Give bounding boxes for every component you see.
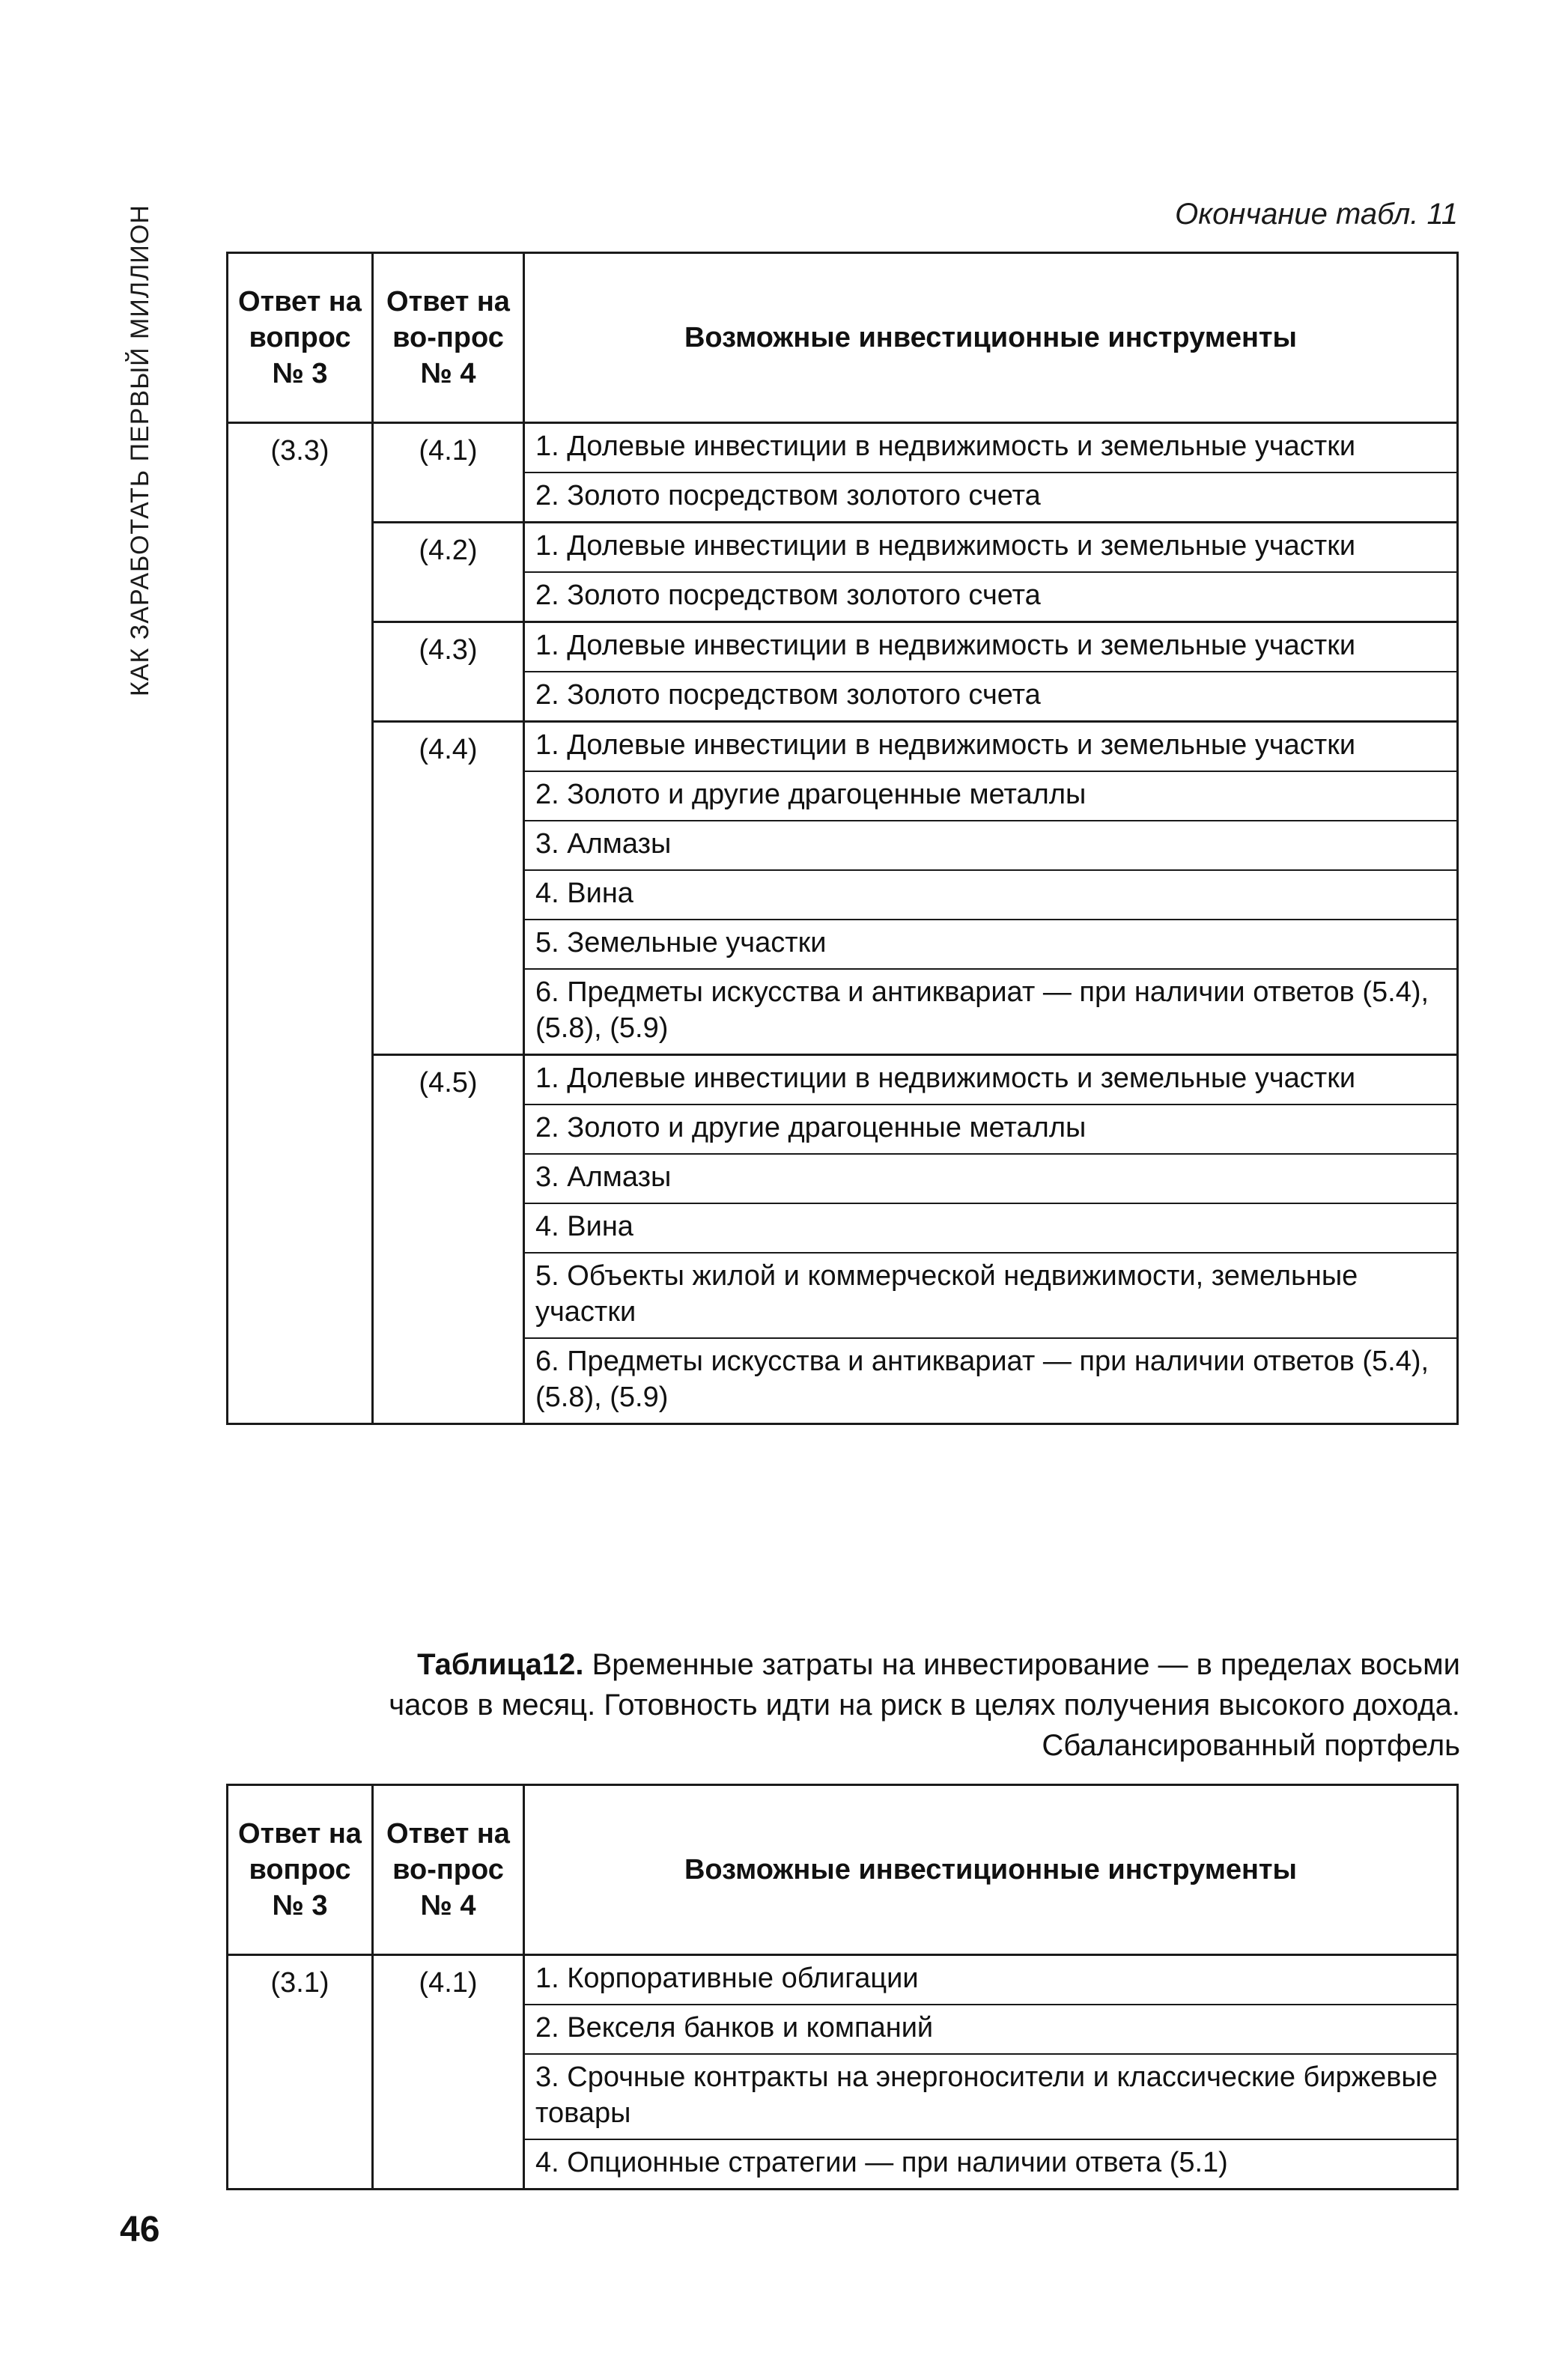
instrument-item: 1. Долевые инвестиции в недвижимость и земельные участки [535,431,1356,462]
answer-q3-cell: (3.3) [228,423,373,1424]
header-q3: Ответ на вопрос № 3 [228,1785,373,1955]
table-12-caption-text: Временные затраты на инвестирование — в пределах восьми часов в месяц. Готовность идти на риск в целях получения высокого дохода. Сбалансированный портфель [389,1648,1460,1762]
header-q4: Ответ на во-прос № 4 [373,1785,524,1955]
instrument-item: 5. Земельные участки [525,919,1456,968]
page-number: 46 [120,2210,160,2249]
instruments-cell [524,1055,1458,1424]
instrument-item: 2. Золото и другие драгоценные металлы [525,1104,1456,1153]
table-12-caption [352,1644,1460,1766]
instrument-item: 6. Предметы искусства и антиквариат — при наличии ответов (5.4), (5.8), (5.9) [525,968,1456,1054]
header-q4: Ответ на во-прос № 4 [373,253,524,423]
instrument-item: 4. Вина [525,869,1456,919]
table-11-continued [226,252,1459,1425]
answer-q4-cell: (4.5) [373,1055,524,1424]
instruments-cell [524,1955,1458,2190]
answer-q4-cell: (4.4) [373,722,524,1055]
instruments-cell [524,622,1458,722]
instrument-item: 2. Золото посредством золотого счета [525,472,1456,521]
instrument-item: 2. Золото посредством золотого счета [525,671,1456,720]
instruments-cell [524,722,1458,1055]
table-header-row [228,1785,1458,1955]
table-header-row [228,253,1458,423]
instrument-item: 3. Алмазы [525,820,1456,869]
instruments-cell [524,523,1458,622]
instrument-item: 2. Векселя банков и компаний [525,2004,1456,2053]
answer-q4-cell: (4.1) [373,423,524,523]
running-head: КАК ЗАРАБОТАТЬ ПЕРВЫЙ МИЛЛИОН [126,204,154,696]
instrument-item: 3. Срочные контракты на энергоносители и классические биржевые товары [525,2053,1456,2139]
instrument-item: 5. Объекты жилой и коммерческой недвижимости, земельные участки [525,1252,1456,1337]
table-row [228,523,1458,622]
instruments-cell [524,423,1458,523]
instrument-item: 1. Корпоративные облигации [535,1963,919,1994]
instrument-item: 1. Долевые инвестиции в недвижимость и земельные участки [535,530,1356,562]
table-row [228,722,1458,1055]
answer-q4-cell: (4.1) [373,1955,524,2190]
instrument-item: 3. Алмазы [525,1153,1456,1203]
table-continuation-label: Окончание табл. 11 [1175,198,1458,231]
instrument-item: 1. Долевые инвестиции в недвижимость и земельные участки [535,630,1356,661]
header-q3: Ответ на вопрос № 3 [228,253,373,423]
instrument-item: 4. Опционные стратегии — при наличии ответа (5.1) [525,2139,1456,2188]
answer-q4-cell: (4.2) [373,523,524,622]
table-row [228,423,1458,523]
instrument-item: 2. Золото посредством золотого счета [525,571,1456,621]
table-row [228,1955,1458,2190]
table-row [228,622,1458,722]
answer-q3-cell: (3.1) [228,1955,373,2190]
instrument-item: 6. Предметы искусства и антиквариат — при наличии ответов (5.4), (5.8), (5.9) [525,1337,1456,1423]
instrument-item: 1. Долевые инвестиции в недвижимость и земельные участки [535,729,1356,761]
answer-q4-cell: (4.3) [373,622,524,722]
table-row [228,1055,1458,1424]
header-instruments: Возможные инвестиционные инструменты [524,1785,1458,1955]
instrument-item: 1. Долевые инвестиции в недвижимость и земельные участки [535,1063,1356,1094]
instrument-item: 4. Вина [525,1203,1456,1252]
header-instruments: Возможные инвестиционные инструменты [524,253,1458,423]
instrument-item: 2. Золото и другие драгоценные металлы [525,771,1456,820]
table-12-label: Таблица12. [417,1648,584,1681]
table-12 [226,1784,1459,2190]
